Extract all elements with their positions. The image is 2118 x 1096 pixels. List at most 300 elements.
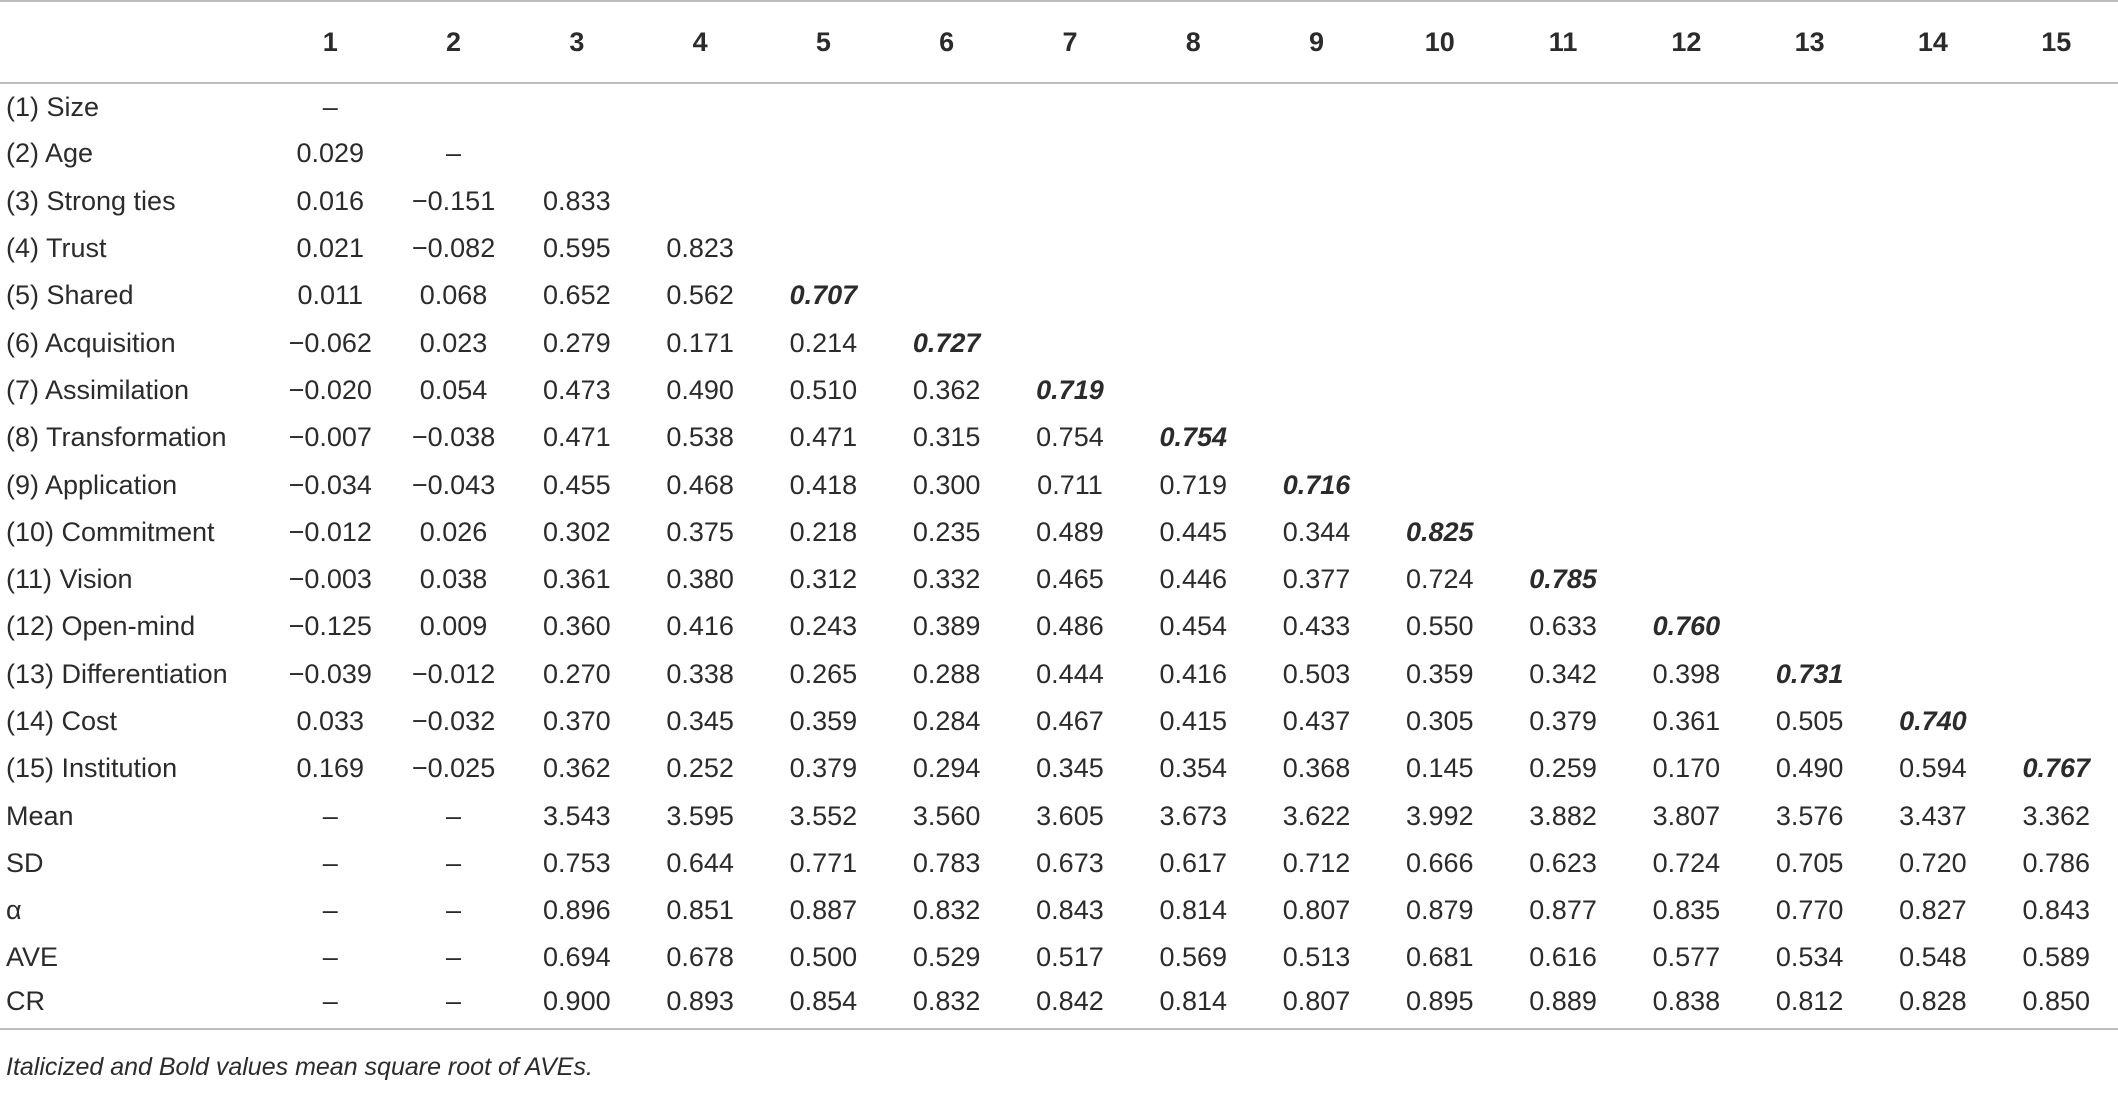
table-cell: [1748, 178, 1871, 225]
table-cell: [1625, 83, 1748, 130]
table-cell: [1871, 130, 1994, 177]
table-row: [0, 934, 2118, 981]
table-cell: [1871, 556, 1994, 603]
column-header-4: 4: [638, 1, 761, 83]
table-cell: 0.454: [1159, 611, 1228, 642]
row-label: (13) Differentiation: [6, 658, 228, 689]
table-cell: [762, 130, 885, 177]
table-cell: [1995, 461, 2118, 508]
table-cell: 0.026: [419, 516, 488, 547]
table-cell: [1748, 461, 1871, 508]
table-cell: [1871, 461, 1994, 508]
table-cell: 0.345: [666, 706, 734, 736]
table-cell: 0.895: [1378, 982, 1501, 1029]
table-cell: –: [446, 847, 462, 878]
table-cell: 0.315: [912, 422, 981, 453]
table-cell: 0.843: [2022, 895, 2091, 926]
table-cell: 0.850: [1995, 982, 2118, 1029]
column-header-10: 10: [1378, 1, 1501, 83]
table-cell: 0.214: [789, 327, 858, 358]
table-cell: 0.305: [1406, 706, 1474, 736]
table-cell: 0.011: [297, 280, 364, 311]
table-row: [0, 887, 2118, 934]
table-cell: 0.616: [1529, 942, 1597, 973]
table-cell: 0.595: [543, 233, 611, 264]
table-cell: 0.705: [1775, 847, 1844, 878]
table-cell: [1625, 272, 1748, 319]
diagonal-ave-cell: 0.754: [1159, 422, 1228, 453]
table-cell: 0.594: [1899, 753, 1967, 784]
column-header-5: 5: [762, 1, 885, 83]
table-cell: 0.877: [1529, 895, 1597, 926]
table-cell: 0.489: [1036, 516, 1104, 547]
table-cell: [1995, 414, 2118, 461]
table-cell: 0.016: [296, 185, 365, 216]
table-row: [0, 319, 2118, 366]
table-cell: −0.082: [411, 233, 496, 264]
table-cell: 0.548: [1899, 942, 1967, 973]
table-cell: [1625, 461, 1748, 508]
table-cell: [1008, 83, 1131, 130]
table-cell: [1748, 603, 1871, 650]
table-cell: 3.552: [789, 800, 858, 831]
table-cell: 0.500: [789, 942, 858, 973]
table-cell: 0.362: [912, 374, 981, 405]
table-row: [0, 792, 2118, 839]
table-cell: 0.678: [666, 942, 734, 973]
table-cell: 0.398: [1652, 658, 1721, 689]
table-cell: 0.807: [1255, 982, 1378, 1029]
table-cell: 0.783: [912, 847, 981, 878]
table-cell: 0.835: [1652, 895, 1721, 926]
table-row: [0, 982, 2118, 1029]
table-cell: 3.622: [1282, 800, 1351, 831]
table-cell: [638, 83, 761, 130]
table-cell: 0.379: [789, 753, 858, 784]
table-cell: 0.711: [1037, 469, 1103, 500]
table-cell: 0.832: [885, 982, 1008, 1029]
table-cell: [1501, 83, 1624, 130]
table-cell: 0.562: [666, 280, 734, 311]
diagonal-ave-cell: 0.727: [912, 327, 981, 358]
table-cell: 0.879: [1406, 895, 1474, 926]
table-cell: –: [322, 800, 338, 831]
table-cell: 0.416: [1159, 658, 1228, 689]
table-cell: 0.771: [789, 847, 858, 878]
table-row: [0, 272, 2118, 319]
table-cell: [1748, 225, 1871, 272]
table-cell: 0.342: [1529, 658, 1597, 689]
table-row: [0, 83, 2118, 130]
table-cell: 0.170: [1652, 753, 1721, 784]
table-cell: 0.538: [666, 422, 734, 453]
table-cell: [1132, 367, 1255, 414]
table-cell: [1995, 130, 2118, 177]
column-header-8: 8: [1132, 1, 1255, 83]
table-cell: [392, 83, 515, 130]
column-header-6: 6: [885, 1, 1008, 83]
table-cell: 0.368: [1282, 753, 1351, 784]
table-cell: [1008, 272, 1131, 319]
table-cell: 0.827: [1899, 895, 1967, 926]
table-cell: [1255, 319, 1378, 366]
table-cell: 0.623: [1529, 847, 1597, 878]
table-cell: 0.270: [543, 658, 611, 689]
table-cell: 0.854: [762, 982, 885, 1029]
row-label: (12) Open-mind: [6, 611, 196, 642]
table-cell: 0.265: [789, 658, 858, 689]
table-cell: 0.361: [1652, 706, 1721, 736]
table-cell: [1871, 651, 1994, 698]
table-cell: 0.418: [789, 469, 858, 500]
table-cell: 0.719: [1159, 469, 1228, 500]
table-cell: 0.344: [1282, 516, 1351, 547]
table-cell: [1255, 225, 1378, 272]
row-label: (8) Transformation: [6, 422, 227, 453]
table-cell: [1501, 178, 1624, 225]
table-cell: [1378, 130, 1501, 177]
table-cell: 0.823: [666, 233, 734, 264]
table-cell: −0.038: [411, 422, 496, 453]
table-cell: 0.302: [543, 516, 611, 547]
table-cell: 0.021: [296, 233, 365, 264]
table-cell: 3.882: [1529, 800, 1597, 831]
table-cell: 0.259: [1529, 753, 1597, 784]
table-cell: [1501, 225, 1624, 272]
diagonal-ave-cell: 0.731: [1775, 658, 1844, 689]
table-cell: [638, 178, 761, 225]
table-cell: [1008, 130, 1131, 177]
table-cell: 0.279: [543, 327, 611, 358]
table-cell: 0.833: [543, 185, 611, 216]
table-cell: –: [322, 942, 338, 973]
row-label: (9) Application: [6, 469, 178, 500]
table-cell: [1501, 461, 1624, 508]
table-cell: 0.467: [1036, 706, 1104, 736]
table-cell: 0.471: [543, 422, 611, 453]
table-cell: 0.577: [1652, 942, 1721, 973]
table-cell: 0.171: [666, 327, 734, 358]
column-header-13: 13: [1748, 1, 1871, 83]
table-cell: [1625, 225, 1748, 272]
table-cell: 3.543: [543, 800, 611, 831]
table-row: [0, 556, 2118, 603]
row-label: AVE: [6, 942, 59, 973]
table-cell: [762, 178, 885, 225]
table-cell: 0.889: [1501, 982, 1624, 1029]
table-cell: 0.354: [1159, 753, 1228, 784]
column-header-11: 11: [1501, 1, 1624, 83]
table-cell: 0.513: [1282, 942, 1351, 973]
table-cell: 0.445: [1159, 516, 1228, 547]
table-cell: 0.444: [1036, 658, 1104, 689]
table-cell: 0.345: [1036, 753, 1104, 784]
table-cell: 3.595: [666, 800, 734, 831]
table-cell: –: [322, 895, 338, 926]
row-label: (15) Institution: [6, 753, 178, 784]
table-cell: [1501, 367, 1624, 414]
table-cell: 0.446: [1159, 564, 1228, 595]
table-row: [0, 461, 2118, 508]
table-cell: –: [392, 982, 515, 1029]
table-cell: −0.039: [288, 658, 372, 689]
table-cell: [1995, 225, 2118, 272]
table-cell: [1625, 509, 1748, 556]
row-label: (11) Vision: [6, 564, 133, 595]
table-row: [0, 178, 2118, 225]
table-cell: 0.724: [1406, 564, 1474, 595]
table-cell: 0.786: [2022, 847, 2091, 878]
row-label: (4) Trust: [6, 233, 107, 264]
table-cell: 0.294: [912, 753, 981, 784]
table-cell: 0.644: [666, 847, 734, 878]
table-cell: 0.312: [789, 564, 858, 595]
table-cell: [1255, 83, 1378, 130]
table-cell: 0.753: [543, 847, 611, 878]
header-blank-cell: [0, 1, 269, 83]
table-cell: [1132, 225, 1255, 272]
table-row: [0, 603, 2118, 650]
table-cell: 0.832: [912, 895, 981, 926]
table-cell: [1748, 319, 1871, 366]
table-cell: 3.437: [1899, 800, 1967, 831]
table-cell: −0.003: [288, 564, 372, 595]
table-cell: 3.362: [2022, 800, 2091, 831]
table-cell: −0.020: [288, 374, 372, 405]
table-cell: [638, 130, 761, 177]
table-cell: 0.681: [1406, 942, 1474, 973]
table-cell: [1995, 698, 2118, 745]
table-cell: 0.471: [789, 422, 858, 453]
table-cell: 0.510: [789, 374, 858, 405]
row-label: (10) Commitment: [6, 516, 215, 547]
row-label: α: [6, 895, 22, 926]
table-cell: 0.416: [666, 611, 734, 642]
table-cell: −0.032: [411, 706, 496, 736]
table-cell: 0.370: [543, 706, 611, 736]
table-cell: [885, 225, 1008, 272]
table-cell: 0.720: [1899, 847, 1967, 878]
column-header-7: 7: [1008, 1, 1131, 83]
row-label: (14) Cost: [6, 706, 118, 736]
table-cell: 0.814: [1159, 895, 1228, 926]
table-cell: −0.007: [288, 422, 372, 453]
column-header-15: 15: [1995, 1, 2118, 83]
table-cell: 0.415: [1159, 706, 1228, 736]
table-cell: [1625, 414, 1748, 461]
table-cell: –: [446, 800, 462, 831]
table-cell: 0.068: [419, 280, 488, 311]
table-cell: [1625, 556, 1748, 603]
table-row: [0, 840, 2118, 887]
table-cell: [1378, 319, 1501, 366]
table-cell: [1625, 130, 1748, 177]
table-cell: –: [446, 895, 462, 926]
table-cell: 3.807: [1652, 800, 1721, 831]
diagonal-ave-cell: 0.767: [2022, 753, 2091, 784]
table-cell: [1748, 414, 1871, 461]
table-cell: [1871, 367, 1994, 414]
table-cell: [1132, 130, 1255, 177]
table-cell: 0.896: [543, 895, 611, 926]
row-label: SD: [6, 847, 44, 878]
table-cell: [885, 178, 1008, 225]
table-cell: [1995, 651, 2118, 698]
table-cell: 0.814: [1132, 982, 1255, 1029]
row-label: (3) Strong ties: [6, 185, 176, 216]
table-cell: 0.900: [515, 982, 638, 1029]
table-cell: [1995, 83, 2118, 130]
table-cell: 0.617: [1159, 847, 1228, 878]
table-cell: 0.038: [419, 564, 488, 595]
table-cell: 0.235: [912, 516, 981, 547]
table-cell: 0.252: [666, 753, 734, 784]
table-cell: [1501, 272, 1624, 319]
table-cell: [1995, 556, 2118, 603]
table-cell: [885, 83, 1008, 130]
table-cell: [1995, 319, 2118, 366]
table-cell: 0.389: [912, 611, 981, 642]
diagonal-ave-cell: 0.785: [1529, 564, 1597, 595]
table-cell: 0.433: [1282, 611, 1351, 642]
table-cell: [1378, 272, 1501, 319]
table-cell: 0.288: [912, 658, 981, 689]
table-cell: 0.893: [638, 982, 761, 1029]
table-cell: 0.828: [1871, 982, 1994, 1029]
table-cell: [1871, 225, 1994, 272]
table-cell: [1995, 272, 2118, 319]
table-cell: [1008, 319, 1131, 366]
table-cell: 0.300: [912, 469, 981, 500]
table-row: [0, 509, 2118, 556]
table-cell: 0.338: [666, 658, 734, 689]
table-cell: –: [322, 847, 338, 878]
table-cell: 0.362: [543, 753, 611, 784]
table-cell: –: [322, 91, 338, 122]
table-cell: 3.605: [1036, 800, 1104, 831]
table-cell: 3.673: [1159, 800, 1228, 831]
table-cell: [1501, 509, 1624, 556]
table-cell: [885, 272, 1008, 319]
table-cell: 0.812: [1748, 982, 1871, 1029]
table-cell: 0.589: [2022, 942, 2091, 973]
table-cell: [1748, 130, 1871, 177]
table-cell: [1255, 414, 1378, 461]
table-cell: 0.360: [543, 611, 611, 642]
table-cell: 3.576: [1775, 800, 1844, 831]
table-cell: 0.380: [666, 564, 734, 595]
table-cell: [1378, 83, 1501, 130]
table-cell: [1871, 603, 1994, 650]
table-cell: [1255, 130, 1378, 177]
table-cell: [1255, 178, 1378, 225]
table-cell: 0.569: [1159, 942, 1228, 973]
table-row: [0, 367, 2118, 414]
table-cell: 0.379: [1529, 706, 1597, 736]
table-cell: 0.361: [543, 564, 611, 595]
table-cell: 0.694: [543, 942, 611, 973]
table-cell: [1378, 367, 1501, 414]
table-cell: 0.033: [296, 706, 365, 736]
table-cell: [1008, 225, 1131, 272]
table-cell: 0.377: [1282, 564, 1351, 595]
table-cell: −0.062: [288, 327, 372, 358]
table-cell: [1871, 509, 1994, 556]
table-cell: –: [446, 942, 462, 973]
table-cell: −0.025: [411, 753, 496, 784]
table-cell: [1255, 367, 1378, 414]
table-cell: −0.012: [288, 516, 372, 547]
table-cell: [1748, 367, 1871, 414]
row-label: (1) Size: [6, 91, 100, 122]
table-cell: 0.652: [543, 280, 611, 311]
table-cell: –: [446, 138, 462, 169]
table-cell: −0.151: [411, 185, 496, 216]
table-cell: [762, 225, 885, 272]
table-cell: 0.754: [1036, 422, 1104, 453]
table-cell: [1255, 272, 1378, 319]
table-cell: 0.023: [419, 327, 488, 358]
table-row: [0, 414, 2118, 461]
table-cell: [1501, 319, 1624, 366]
table-cell: 0.437: [1282, 706, 1351, 736]
table-footnote: Italicized and Bold values mean square root of AVEs.: [6, 1053, 593, 1081]
table-cell: 0.887: [789, 895, 858, 926]
table-cell: [1995, 178, 2118, 225]
row-label: CR: [0, 982, 269, 1029]
table-cell: 0.473: [543, 374, 611, 405]
table-cell: 0.029: [296, 138, 365, 169]
diagonal-ave-cell: 0.825: [1406, 516, 1474, 547]
table-cell: [1625, 367, 1748, 414]
table-cell: 0.529: [912, 942, 981, 973]
table-cell: 0.633: [1529, 611, 1597, 642]
table-cell: 0.673: [1036, 847, 1104, 878]
table-cell: 0.666: [1406, 847, 1474, 878]
table-cell: [515, 83, 638, 130]
table-cell: [1871, 272, 1994, 319]
table-cell: 0.517: [1036, 942, 1104, 973]
table-cell: [1132, 319, 1255, 366]
table-cell: [762, 83, 885, 130]
table-cell: −0.043: [411, 469, 496, 500]
column-header-9: 9: [1255, 1, 1378, 83]
table-cell: 0.054: [419, 374, 488, 405]
table-cell: 0.465: [1036, 564, 1104, 595]
table-cell: [1748, 272, 1871, 319]
table-cell: 0.712: [1282, 847, 1351, 878]
table-cell: –: [269, 982, 392, 1029]
table-row: [0, 130, 2118, 177]
table-row: [0, 745, 2118, 792]
table-cell: [1625, 319, 1748, 366]
row-label: (6) Acquisition: [6, 327, 176, 358]
table-cell: [1748, 556, 1871, 603]
diagonal-ave-cell: 0.719: [1036, 374, 1104, 405]
table-row: [0, 651, 2118, 698]
table-cell: 0.851: [666, 895, 734, 926]
table-cell: 0.169: [296, 753, 365, 784]
table-cell: 0.534: [1775, 942, 1844, 973]
table-cell: 0.359: [789, 706, 858, 736]
table-cell: 0.843: [1036, 895, 1104, 926]
table-cell: [1871, 319, 1994, 366]
row-label: (2) Age: [6, 138, 94, 169]
row-label: Mean: [6, 800, 74, 831]
table-cell: 0.503: [1282, 658, 1351, 689]
table-cell: 3.992: [1406, 800, 1474, 831]
table-cell: 0.009: [419, 611, 488, 642]
